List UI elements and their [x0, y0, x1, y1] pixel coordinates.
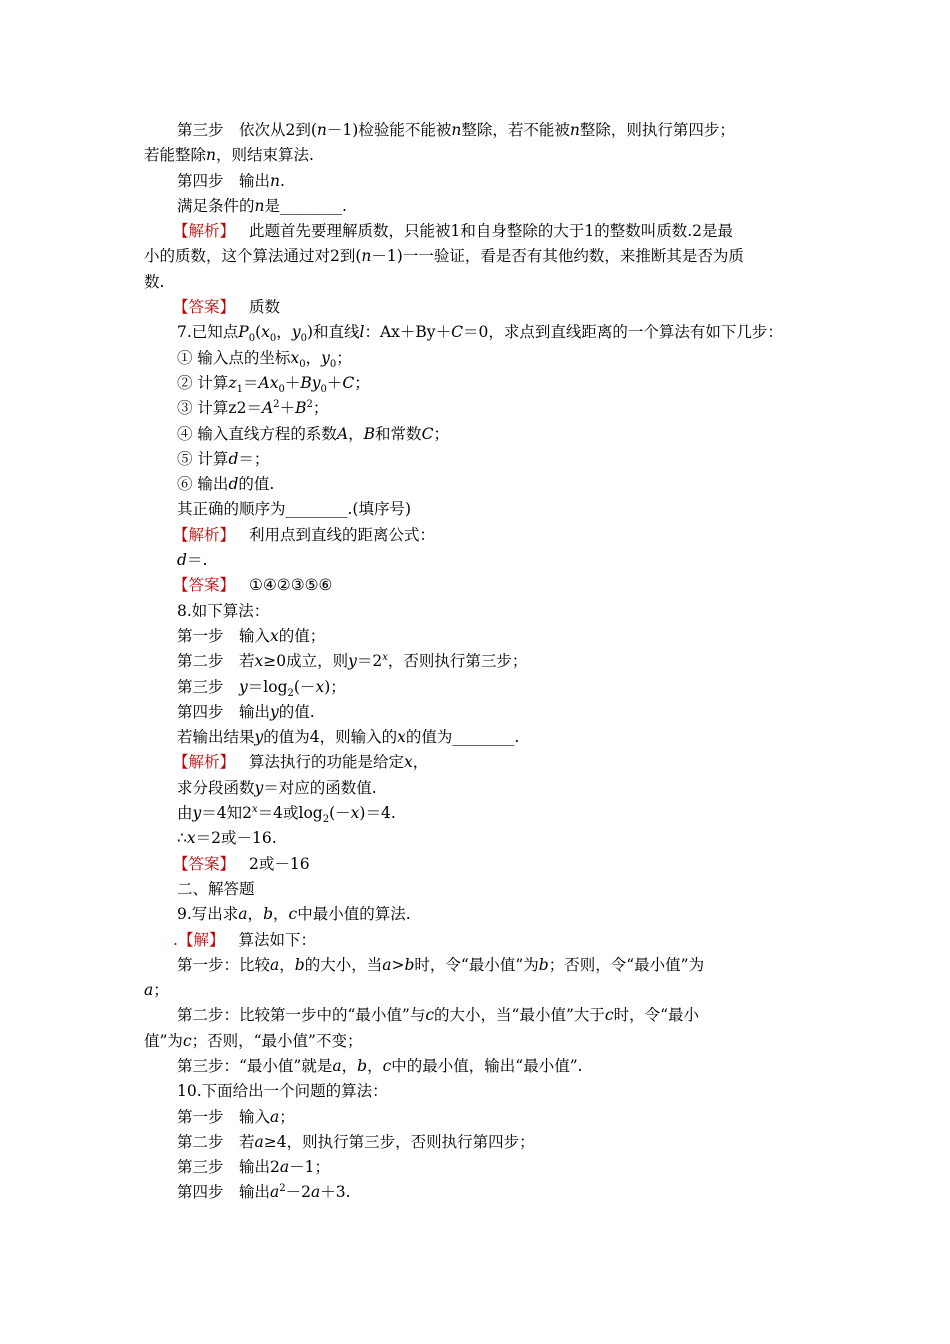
- answer-tag: 【答案】: [173, 576, 236, 595]
- step-item: ③ 计算$z2=A^2+B^2$；: [177, 399, 329, 418]
- text-line: 其正确的顺序为________.(填序号): [177, 500, 412, 519]
- section-heading: 二、解答题: [177, 879, 255, 898]
- question-9: 9.写出求a，b，c中最小值的算法.: [177, 905, 411, 924]
- answer-line: [144, 852, 812, 877]
- question-10: 10.下面给出一个问题的算法：: [177, 1082, 388, 1101]
- analysis-line: [144, 523, 812, 548]
- step-item: 第三步 输出2a－1；: [177, 1158, 330, 1177]
- text-line: 小的质数，这个算法通过对2到(n－1)一一验证，看是否有其他约数，来推断其是否为质: [144, 247, 744, 266]
- step-item: ① 输入点的坐标$x_0$，$y_0$；: [177, 348, 352, 370]
- step-item: ⑥ 输出d的值.: [177, 475, 275, 494]
- step-item: 第四步 输出$a^2-2a+3$.: [177, 1183, 351, 1202]
- step-item: 第二步 若a≥4，则执行第三步，否则执行第四步；: [177, 1132, 535, 1151]
- text-line: 满足条件的n是________.: [177, 196, 347, 215]
- answer-line: [144, 573, 812, 598]
- text-line: 由y＝4知$2^x=4$或$\log_2(-x)=4$.: [177, 803, 396, 826]
- document-page: [0, 118, 950, 1206]
- text-span: 此题首先要理解质数，只能被1和自身整除的大于1的整数叫质数.2是最: [249, 222, 734, 241]
- step-item: 第一步 输入a；: [177, 1107, 295, 1126]
- text-line: 若能整除n，则结束算法.: [144, 146, 314, 165]
- text-line: 第三步：“最小值”就是a，b，c中的最小值，输出“最小值”.: [177, 1056, 583, 1075]
- text-line: 第三步 依次从2到(n－1)检验能不能被n整除，若不能被n整除，则执行第四步；: [177, 121, 735, 139]
- analysis-tag: 【解析】: [173, 222, 236, 241]
- answer-tag: 【答案】: [173, 854, 236, 873]
- text-line: 第四步 输出n.: [177, 171, 285, 190]
- step-item: ② 计算$z_1=Ax_0+By_0+C$；: [177, 373, 370, 396]
- text-line: ∴x＝2或－16.: [177, 829, 277, 848]
- step-item: 第四步 输出y的值.: [177, 702, 315, 721]
- text-line: 值”为c；否则，“最小值”不变；: [144, 1031, 363, 1050]
- text-line: 求分段函数y＝对应的函数值.: [177, 778, 377, 797]
- text-span: 算法如下：: [238, 930, 316, 949]
- text-span: ①④②③⑤⑥: [249, 576, 333, 595]
- text-span: 利用点到直线的距离公式：: [249, 525, 436, 544]
- question-8: 8.如下算法：: [177, 601, 270, 620]
- text-line: 第一步：比较a，b的大小，当a>b时，令“最小值”为b；否则，令“最小值”为: [177, 955, 705, 974]
- step-item: 第三步 $y=\log_2(-x)$；: [177, 677, 346, 699]
- text-line: 第二步：比较第一步中的“最小值”与c的大小，当“最小值”大于c时，令“最小: [177, 1006, 700, 1025]
- step-item: 第一步 输入x的值；: [177, 626, 326, 645]
- text-span: 质数: [249, 298, 281, 317]
- step-item: ④ 输入直线方程的系数A，B和常数C；: [177, 424, 449, 443]
- solution-prefix: .: [173, 930, 178, 949]
- solution-line: [144, 928, 812, 953]
- analysis-tag: 【解析】: [173, 753, 236, 772]
- text-line: 数.: [144, 272, 165, 291]
- text-span: 2或－16: [249, 854, 310, 873]
- question-7: 7.已知点$P_0(x_0$，$y_0$)和直线l：Ax＋By＋C＝0，求点到直线距离的一个算法有如下几步：: [177, 323, 783, 345]
- answer-tag: 【答案】: [173, 298, 236, 317]
- analysis-line: [144, 219, 812, 244]
- step-item: 第二步 若x≥0成立，则$y=2^x$，否则执行第三步；: [177, 652, 528, 671]
- text-line: d＝.: [177, 551, 208, 570]
- text-line: 若输出结果y的值为4，则输入的x的值为________.: [177, 728, 520, 747]
- answer-line: [144, 295, 812, 320]
- solution-tag: 【解】: [177, 930, 225, 949]
- step-item: ⑤ 计算d＝；: [177, 449, 270, 468]
- text-line: a；: [144, 981, 169, 1000]
- analysis-line: [144, 750, 812, 775]
- analysis-tag: 【解析】: [173, 525, 236, 544]
- text-span: 算法执行的功能是给定x，: [249, 753, 429, 772]
